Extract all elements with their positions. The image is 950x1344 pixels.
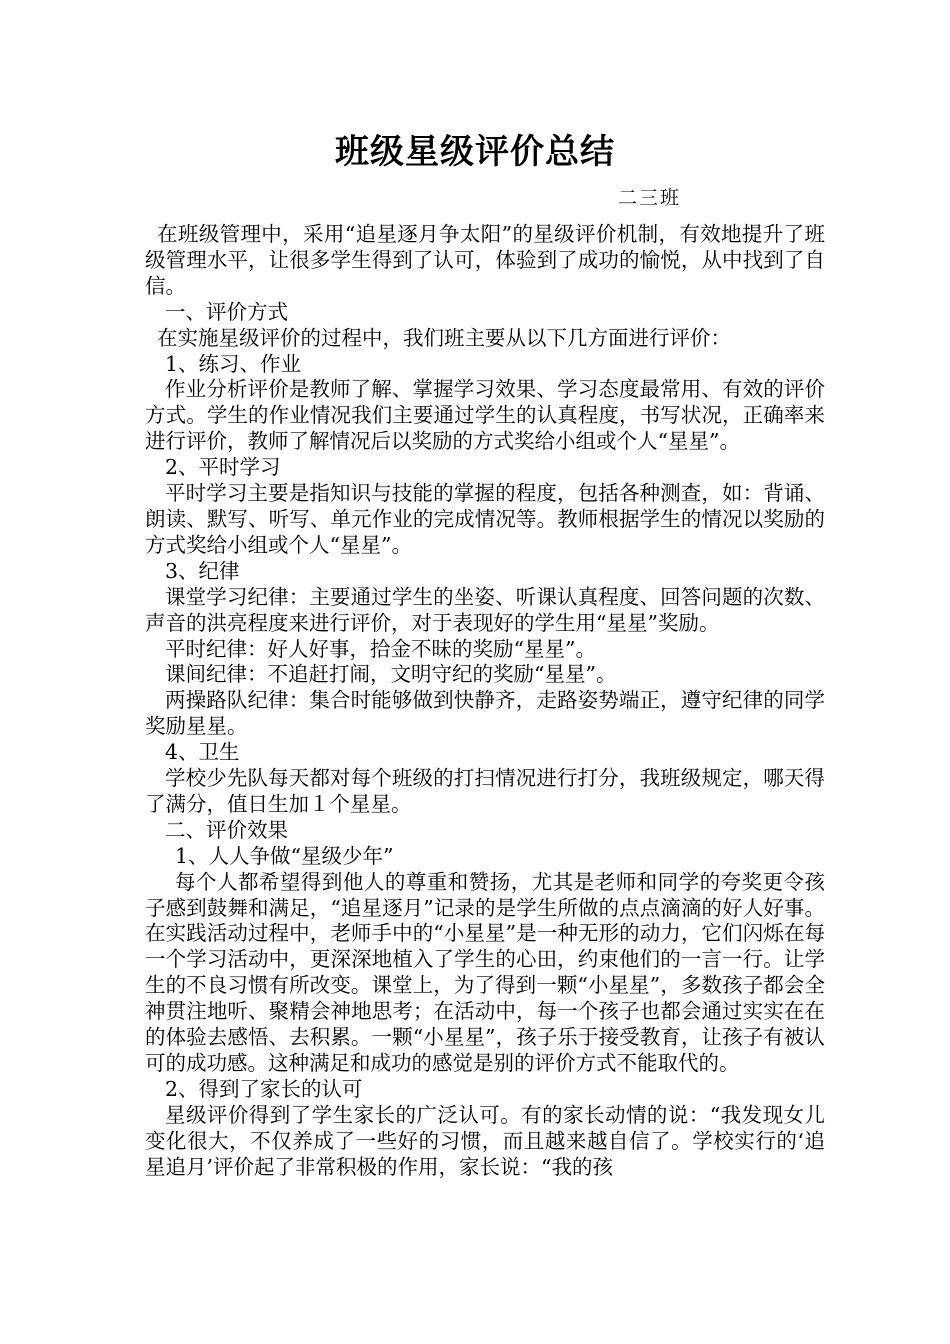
- subheading-daily-study: 2、平时学习: [165, 455, 281, 480]
- paragraph: 每个人都希望得到他人的尊重和赞扬，尤其是老师和同学的夸奖更令孩子感到鼓舞和满足，“追星逐月”记录的是学生所做的点点滴滴的好人好事。在实践活动过程中，老师手中的“小星星”是一种无形的动力，它们闪烁在每一个学习活动中，更深深地植入了学生的心田，约束他们的一言一行。让学生的不良习惯有所改变。课堂上，为了得到一颗“小星星”，多数孩子都会全神贯注地听、聚精会神地思考；在活动中，每一个孩子也都会通过实实在在的体验去感悟、去积累。一颗“小星星”，孩子乐于接受教育，让孩子有被认可的成功感。这种满足和成功的感觉是别的评价方式不能取代的。: [145, 869, 825, 1075]
- paragraph: 学校少先队每天都对每个班级的打扫情况进行打分，我班级规定，哪天得了满分，值日生加１个星星。: [145, 766, 825, 816]
- paragraph: 平时纪律：好人好事，拾金不昧的奖励“星星”。: [165, 636, 596, 661]
- paragraph: 在实施星级评价的过程中，我们班主要从以下几方面进行评价：: [157, 325, 731, 350]
- subheading-hygiene: 4、卫生: [165, 740, 240, 765]
- section-heading-evaluation-methods: 一、评价方式: [165, 299, 288, 324]
- paragraph: 课堂学习纪律：主要通过学生的坐姿、听课认真程度、回答问题的次数、声音的洪亮程度来进行评价，对于表现好的学生用“星星”奖励。: [145, 584, 825, 635]
- paragraph: 课间纪律：不追赶打闹，文明守纪的奖励“星星”。: [165, 662, 617, 687]
- subheading-star-student: 1、人人争做“星级少年”: [175, 843, 394, 868]
- subheading-homework: 1、练习、作业: [165, 351, 302, 376]
- class-name: 二三班: [618, 187, 682, 209]
- intro-paragraph: 在班级管理中，采用“追星逐月争太阳”的星级评价机制，有效地提升了班级管理水平，让很多学生得到了认可，体验到了成功的愉悦，从中找到了自信。: [145, 222, 825, 298]
- section-heading-evaluation-effects: 二、评价效果: [165, 817, 288, 842]
- paragraph: 平时学习主要是指知识与技能的掌握的程度，包括各种测查，如：背诵、朗读、默写、听写、单元作业的完成情况等。教师根据学生的情况以奖励的方式奖给小组或个人“星星”。: [145, 481, 825, 557]
- paragraph: 作业分析评价是教师了解、掌握学习效果、学习态度最常用、有效的评价方式。学生的作业情况我们主要通过学生的认真程度，书写状况，正确率来进行评价，教师了解情况后以奖励的方式奖给小组或个人“星星”。: [145, 377, 825, 454]
- document-title: 班级星级评价总结: [335, 132, 615, 172]
- document-body: [145, 222, 825, 1181]
- paragraph: 星级评价得到了学生家长的广泛认可。有的家长动情的说：“我发现女儿变化很大，不仅养成了一些好的习惯，而且越来越自信了。学校实行的‘追星追月’评价起了非常积极的作用，家长说：“我的孩: [145, 1102, 825, 1179]
- subheading-parent-recognition: 2、得到了家长的认可: [165, 1076, 363, 1101]
- subheading-discipline: 3、纪律: [165, 558, 240, 583]
- paragraph: 两操路队纪律：集合时能够做到快静齐，走路姿势端正，遵守纪律的同学奖励星星。: [145, 688, 825, 739]
